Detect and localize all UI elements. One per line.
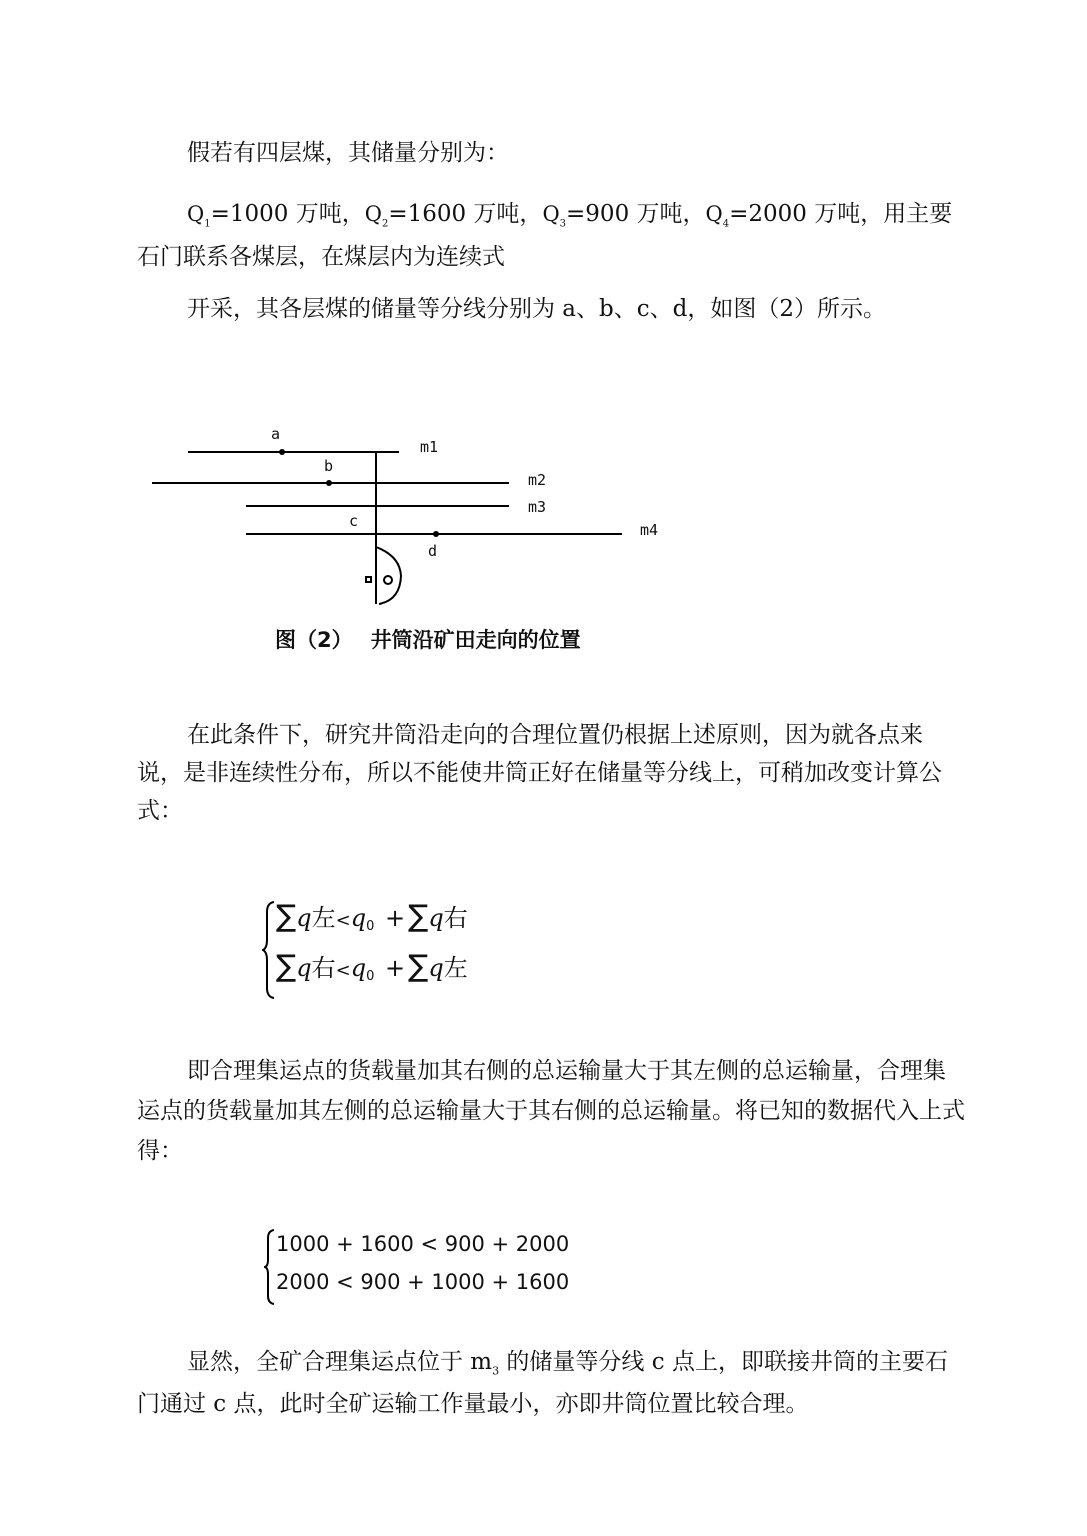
paragraph-intro: 假若有四层煤，其储量分别为： [187, 140, 509, 166]
q1-value: =1000 万吨， [210, 201, 365, 227]
point-a [279, 449, 285, 455]
q-symbol: q [296, 904, 312, 932]
q3-var: Q [542, 202, 560, 226]
q4-value: =2000 万吨， [729, 201, 884, 227]
sigma-symbol: ∑ [276, 949, 297, 984]
q1-sub: 1 [204, 218, 211, 230]
label-m3: m3 [528, 498, 547, 516]
figure-caption-title: 井筒沿矿田走向的位置 [370, 628, 581, 652]
plus-sign: + [384, 954, 406, 982]
reserves-tail: 用主要石门联系各煤层，在煤层内为连续式 [137, 201, 953, 270]
q3-sub: 3 [559, 218, 567, 230]
label-c: c [349, 512, 359, 530]
point-d [433, 531, 439, 537]
paragraph-explanation: 即合理集运点的货载量加其右侧的总运输量大于其左侧的总运输量，合理集运点的货载量加其左侧的总运输量大于其右侧的总运输量。将已知的数据代入上式得： [137, 1058, 965, 1164]
conclusion-sub: 3 [492, 1364, 500, 1378]
label-m1: m1 [420, 438, 439, 456]
formula-inequality-system [262, 898, 482, 1002]
shaft-position-diagram [0, 0, 1087, 620]
q0-symbol: q [350, 954, 367, 982]
formula1-row-1 [276, 898, 468, 934]
figure-caption [275, 624, 599, 654]
label-d: d [428, 542, 438, 560]
sigma-symbol: ∑ [276, 899, 297, 934]
q-symbol: q [428, 904, 444, 932]
label-m4: m4 [640, 521, 659, 539]
left-word: 左 [443, 954, 468, 982]
formula2-line-1: 1000 + 1600 < 900 + 2000 [276, 1232, 570, 1256]
left-word: 左 [311, 904, 336, 932]
q4-var: Q [705, 202, 723, 226]
shaft-circle [384, 576, 392, 584]
sigma-symbol: ∑ [408, 949, 429, 984]
formula1-brace-icon [262, 900, 276, 1000]
label-b: b [324, 457, 334, 475]
q-symbol: q [296, 954, 312, 982]
plus-sign: + [384, 904, 406, 932]
sigma-symbol: ∑ [408, 899, 429, 934]
formula2-brace-icon [264, 1228, 276, 1306]
label-m2: m2 [528, 471, 547, 489]
conclusion-before: 显然，全矿合理集运点位于 m [187, 1349, 493, 1375]
paragraph-conclusion [137, 1346, 967, 1421]
formula-numeric-system [264, 1228, 570, 1308]
paragraph-condition: 在此条件下，研究井筒沿走向的合理位置仍根据上述原则，因为就各点来说，是非连续性分布，所以不能使井筒正好在储量等分线上，可稍加改变计算公式： [137, 722, 942, 824]
q0-sub: 0 [366, 969, 375, 984]
conclusion-after: 的储量等分线 c 点上，即联接井筒的主要石门通过 c 点，此时全矿运输工作量最小，亦即井筒位置比较合理。 [137, 1349, 948, 1417]
figure-caption-number: 图（2） [275, 628, 353, 652]
q4-sub: 4 [722, 218, 730, 230]
less-than: < [335, 960, 351, 981]
q0-symbol: q [350, 904, 367, 932]
formula1-row-2 [276, 948, 468, 984]
q-symbol: q [428, 954, 444, 982]
q2-value: =1600 万吨， [388, 201, 543, 227]
paragraph-mining: 开采，其各层煤的储量等分线分别为 a、b、c、d，如图（2）所示。 [187, 296, 886, 322]
point-b [326, 480, 332, 486]
right-word: 右 [311, 954, 336, 982]
q0-sub: 0 [366, 919, 375, 934]
q2-sub: 2 [381, 218, 389, 230]
q3-value: =900 万吨， [566, 201, 706, 227]
label-a: a [271, 425, 281, 443]
formula2-line-2: 2000 < 900 + 1000 + 1600 [276, 1270, 570, 1294]
q2-var: Q [364, 202, 382, 226]
less-than: < [335, 910, 351, 931]
right-word: 右 [443, 904, 468, 932]
shaft-marker [366, 577, 371, 582]
q1-var: Q [187, 202, 205, 226]
